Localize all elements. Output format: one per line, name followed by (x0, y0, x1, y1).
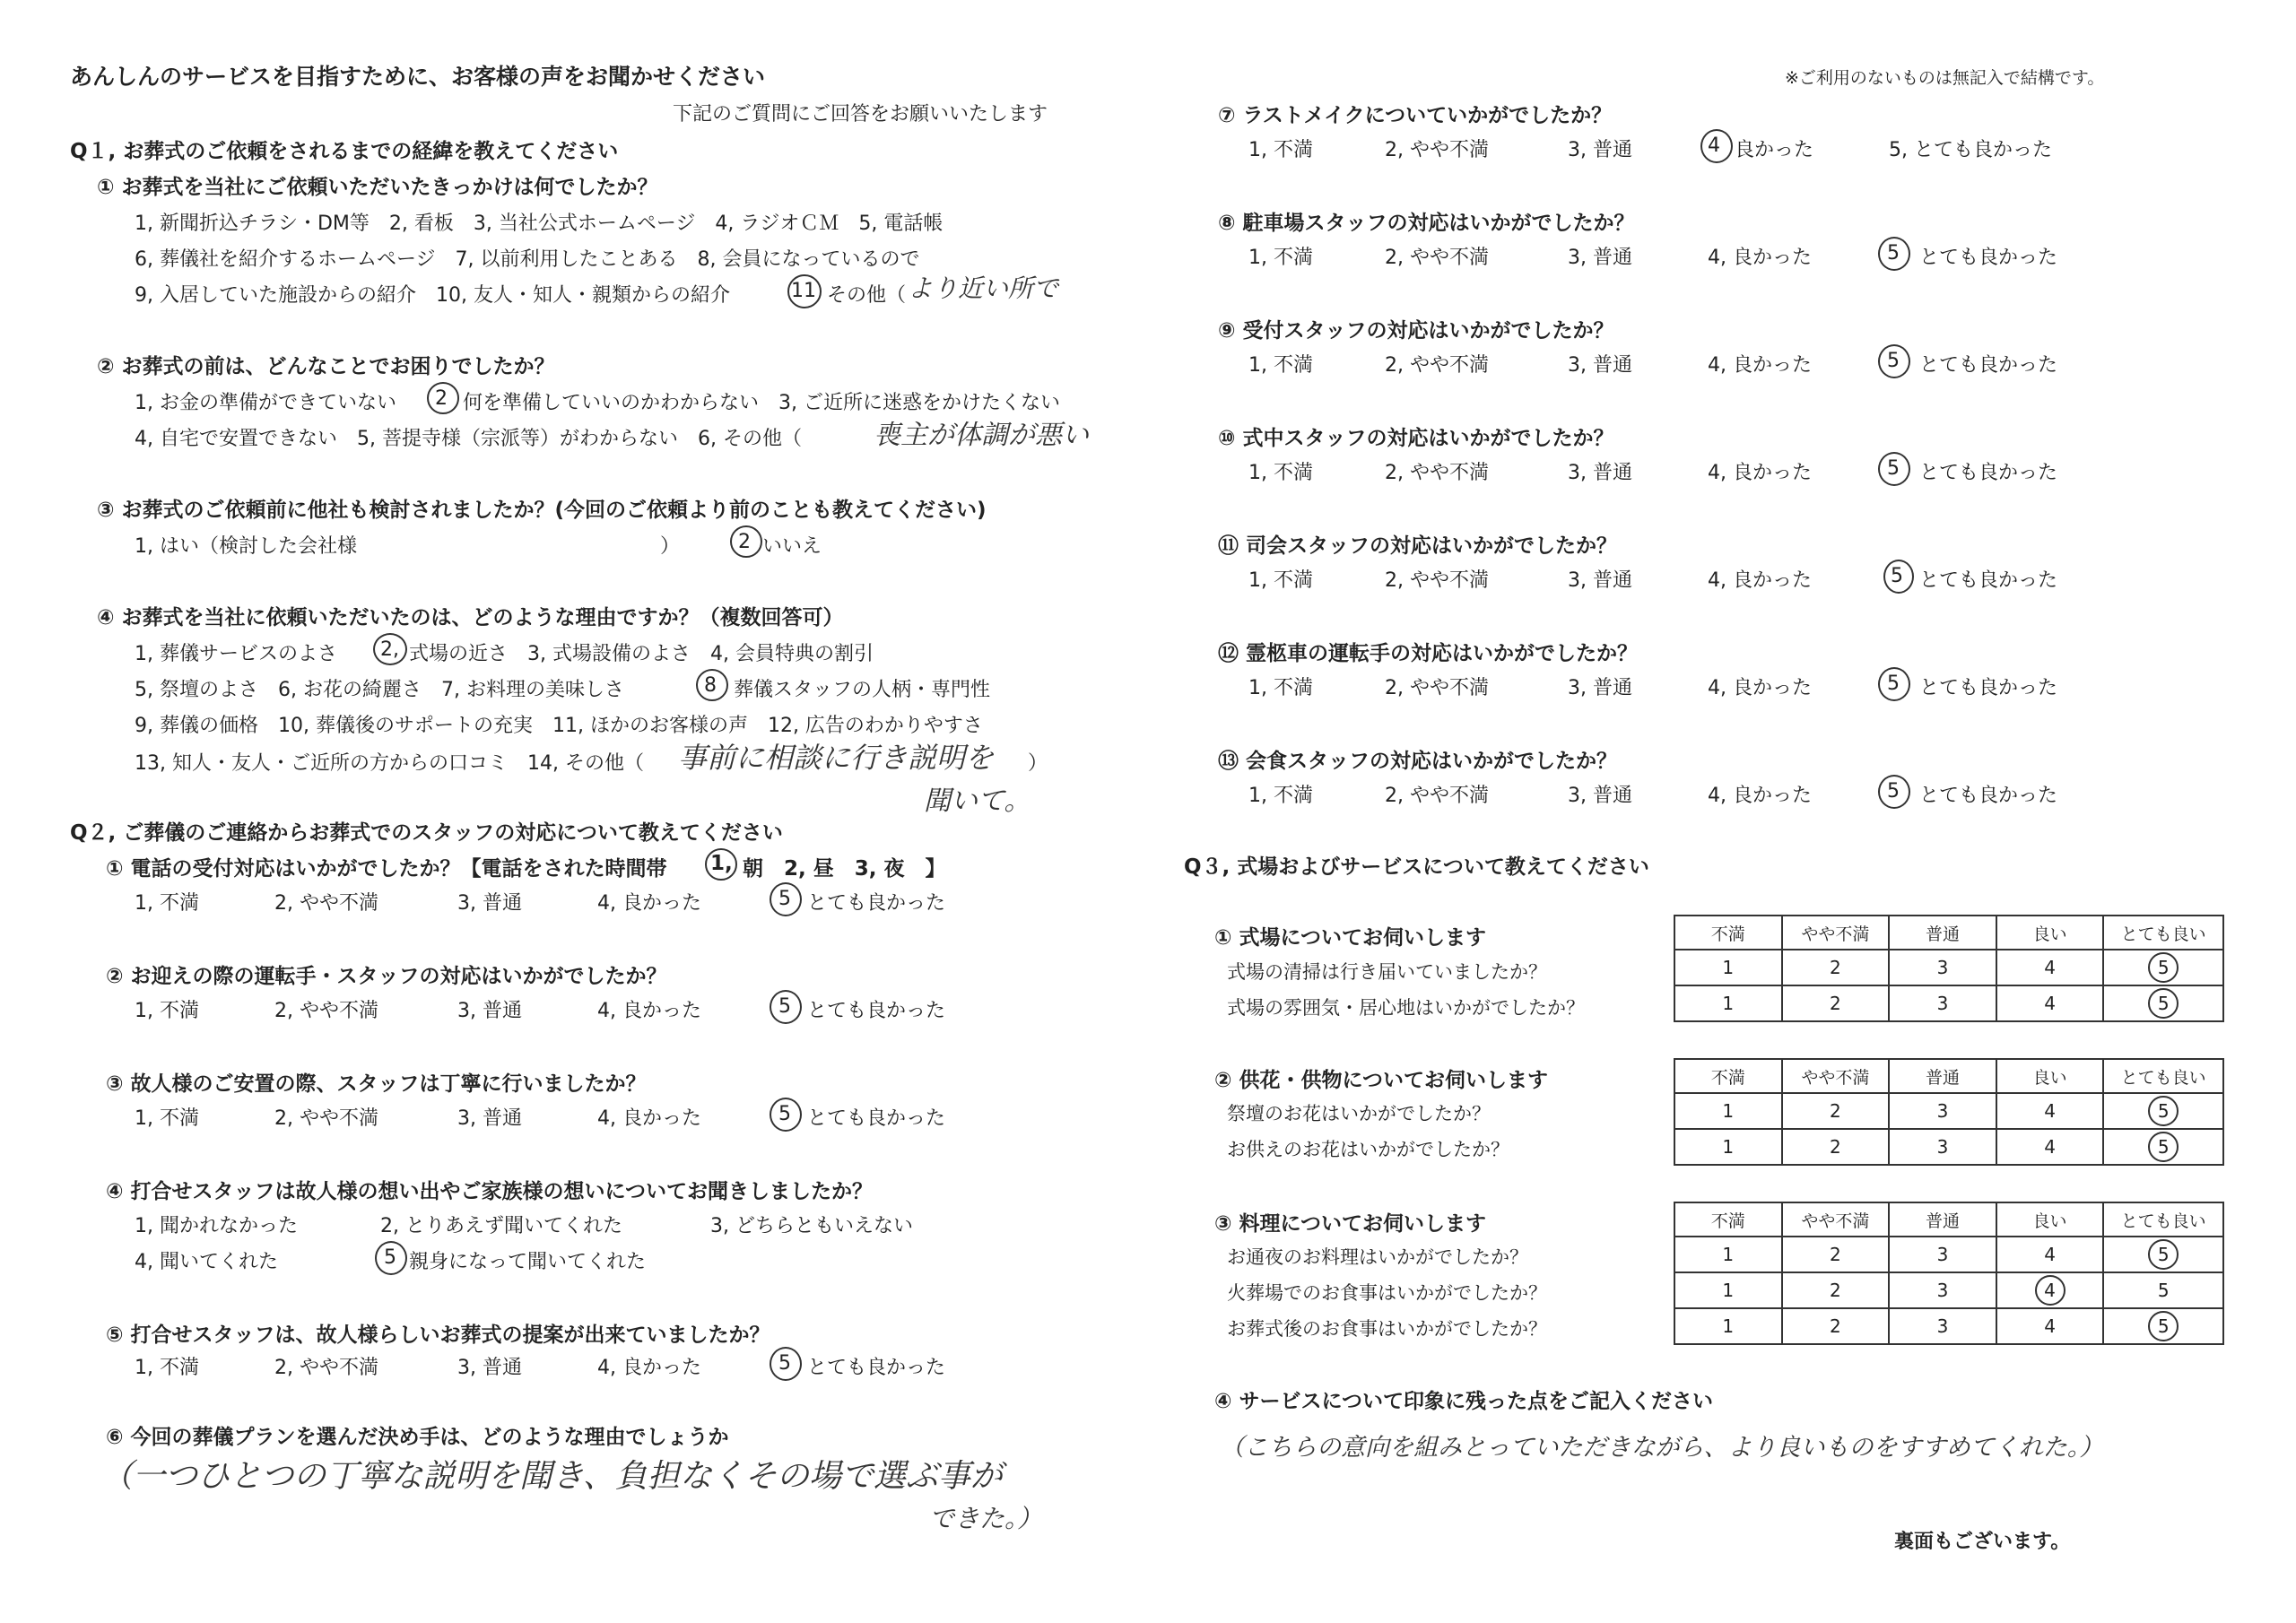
opt-5-num: 5 (1891, 565, 1903, 587)
opt-5-label: とても良かった (807, 1107, 946, 1130)
rating-cell[interactable]: 2 (1782, 950, 1890, 985)
opt-5-num: 5 (778, 1103, 791, 1125)
q1-2-line1a: 1, お金の準備ができていない (135, 392, 396, 414)
opt-2: 2, やや不満 (1385, 139, 1489, 161)
opt-1: 1, 不満 (1248, 247, 1313, 269)
q2-6-handwritten-1: （一つひとつの丁寧な説明を聞き、負担なくその場で選ぶ事が (100, 1458, 1003, 1495)
q2-4-opt5-label: 親身になって聞いてくれた (409, 1251, 647, 1273)
q1-1-question: ① お葬式を当社にご依頼いただいたきっかけは何でしたか？ (97, 176, 658, 199)
q1-4-opt8: 8 (704, 674, 717, 697)
q3-3-row2-label: 火葬場でのお食事はいかがでしたか？ (1227, 1282, 1547, 1304)
opt-4-label: 良かった (1735, 139, 1814, 161)
selection-circle: 5 (2148, 952, 2179, 983)
opt-4: 4, 良かった (1708, 569, 1812, 592)
q1-3-paren: ） (660, 535, 681, 558)
q3-4-question: ④ サービスについて印象に残った点をご記入ください (1214, 1390, 1714, 1413)
rating-cell-selected[interactable] (2103, 1308, 2223, 1344)
rating-cell-selected[interactable] (2103, 950, 2223, 985)
rating-cell[interactable]: 2 (1782, 1237, 1890, 1272)
q2-6-handwritten-2: できた。） (929, 1504, 1043, 1533)
q2-1-time-opt1: 1, (710, 852, 733, 875)
q1-4-question: ④ お葬式を当社に依頼いただいたのは、どのような理由ですか？（複数回答可） (97, 606, 844, 629)
rating-cell[interactable]: 1 (1674, 950, 1782, 985)
q1-4-opt2: 2, (380, 638, 399, 661)
q1-4-line2a: 5, 祭壇のよさ 6, お花の綺麗さ 7, お料理の美味しさ (135, 679, 624, 701)
opt-5-label: とても良かった (807, 1000, 946, 1022)
opt-5-num: 5 (1887, 780, 1900, 803)
opt-5-label: とても良かった (1919, 462, 2058, 484)
rating-cell[interactable]: 1 (1674, 985, 1782, 1021)
q3-2-row2-label: お供えのお花はいかがでしたか？ (1227, 1139, 1509, 1160)
q3-2-heading: ② 供花・供物についてお伺いします (1214, 1069, 1549, 1092)
rating-cell[interactable]: 1 (1674, 1237, 1782, 1272)
q1-4-line1a: 1, 葬儀サービスのよさ (135, 643, 337, 665)
q3-3-row3-label: お葬式後のお食事はいかがでしたか？ (1227, 1318, 1547, 1340)
q2-9-question: ⑨ 受付スタッフの対応はいかがでしたか？ (1218, 319, 1614, 343)
rating-cell[interactable]: 1 (1674, 1308, 1782, 1344)
col-header: 普通 (1889, 1059, 1996, 1093)
rating-cell-selected[interactable] (1996, 1272, 2104, 1308)
opt-3: 3, 普通 (1568, 677, 1632, 699)
opt-5-num: 5 (1887, 457, 1900, 480)
rating-cell[interactable]: 2 (1782, 985, 1890, 1021)
opt-3: 3, 普通 (1568, 354, 1632, 377)
rating-cell[interactable]: 5 (2103, 1272, 2223, 1308)
rating-cell[interactable]: 3 (1889, 1237, 1996, 1272)
opt-4: 4, 良かった (1708, 677, 1812, 699)
rating-cell[interactable]: 4 (1996, 1093, 2104, 1129)
q3-2-rating-table (1674, 1058, 2224, 1166)
rating-cell[interactable]: 2 (1782, 1272, 1890, 1308)
q3-4-handwritten: （こちらの意向を組みとっていただきながら、より良いものをすすめてくれた。） (1220, 1434, 2104, 1462)
col-header: やや不満 (1782, 1059, 1890, 1093)
col-header: やや不満 (1782, 1202, 1890, 1237)
selection-circle: 4 (2035, 1275, 2066, 1306)
rating-cell[interactable]: 2 (1782, 1129, 1890, 1165)
q2-7-question: ⑦ ラストメイクについていかがでしたか？ (1218, 104, 1613, 127)
q1-4-line4: 13, 知人・友人・ご近所の方からの口コミ 14, その他（ (135, 752, 644, 775)
opt-4: 4, 良かった (597, 1000, 701, 1022)
col-header: とても良い (2103, 1202, 2223, 1237)
opt-3: 3, 普通 (457, 1107, 522, 1130)
opt-1: 1, 不満 (1248, 677, 1313, 699)
rating-cell[interactable]: 1 (1674, 1093, 1782, 1129)
col-header: 不満 (1674, 1059, 1782, 1093)
rating-cell[interactable]: 3 (1889, 1093, 1996, 1129)
rating-cell[interactable]: 2 (1782, 1093, 1890, 1129)
q2-1-question: ① 電話の受付対応はいかがでしたか？【電話をされた時間帯 (106, 857, 667, 881)
rating-cell[interactable]: 3 (1889, 1308, 1996, 1344)
q1-2-question: ② お葬式の前は、どんなことでお困りでしたか？ (97, 355, 555, 378)
opt-5-num: 5 (1887, 350, 1900, 372)
col-header: 普通 (1889, 1202, 1996, 1237)
q1-4-handwritten-2: 聞いて。 (924, 785, 1031, 817)
q2-4-opt2: 2, とりあえず聞いてくれた (380, 1215, 622, 1237)
opt-4: 4, 良かった (597, 1357, 701, 1379)
opt-3: 3, 普通 (457, 892, 522, 915)
q2-11-question: ⑪ 司会スタッフの対応はいかがでしたか？ (1218, 534, 1618, 558)
opt-2: 2, やや不満 (1385, 677, 1489, 699)
opt-5-num: 5 (778, 995, 791, 1018)
q2-2-question: ② お迎えの際の運転手・スタッフの対応はいかがでしたか？ (106, 965, 667, 988)
selection-circle: 5 (2148, 1311, 2179, 1341)
q1-1-handwritten: より近い所で (908, 273, 1059, 303)
q3-1-row1-label: 式場の清掃は行き届いていましたか？ (1227, 961, 1547, 983)
opt-1: 1, 不満 (135, 892, 199, 915)
q2-12-question: ⑫ 霊柩車の運転手の対応はいかがでしたか？ (1218, 642, 1639, 665)
note-text: ※ご利用のないものは無記入で結構です。 (1785, 68, 2105, 88)
opt-4: 4, 良かった (1708, 462, 1812, 484)
rating-cell-selected[interactable] (2103, 1237, 2223, 1272)
page-subtitle: 下記のご質問にご回答をお願いいたします (673, 103, 1048, 126)
q1-2-handwritten: 喪主が体調が悪い (874, 420, 1089, 451)
opt-5-num: 5 (1887, 673, 1900, 695)
opt-3: 3, 普通 (1568, 785, 1632, 807)
q1-1-opt11: 11 (791, 280, 816, 302)
q2-5-question: ⑤ 打合せスタッフは、故人様らしいお葬式の提案が出来ていましたか？ (106, 1324, 770, 1347)
selection-circle: 5 (2148, 988, 2179, 1019)
rating-cell[interactable]: 3 (1889, 950, 1996, 985)
q1-4-paren: ） (1028, 752, 1048, 775)
rating-cell[interactable]: 4 (1996, 985, 2104, 1021)
rating-cell[interactable]: 3 (1889, 1129, 1996, 1165)
q2-title: Q２, ご葬儀のご連絡からお葬式でのスタッフの対応について教えてください (70, 821, 783, 845)
q1-4-line3: 9, 葬儀の価格 10, 葬儀後のサポートの充実 11, ほかのお客様の声 12, 広告のわかりやすさ (135, 715, 983, 737)
col-header: 良い (1996, 916, 2104, 950)
opt-2: 2, やや不満 (1385, 354, 1489, 377)
q1-3-yes: 1, はい（検討した会社様 (135, 535, 357, 558)
opt-5-label: とても良かった (807, 892, 946, 915)
opt-2: 2, やや不満 (1385, 569, 1489, 592)
opt-1: 1, 不満 (1248, 354, 1313, 377)
q1-1-line3: 9, 入居していた施設からの紹介 10, 友人・知人・親類からの紹介 (135, 284, 730, 307)
q2-13-question: ⑬ 会食スタッフの対応はいかがでしたか？ (1218, 750, 1618, 773)
rating-cell[interactable]: 1 (1674, 1272, 1782, 1308)
selection-circle: 5 (2148, 1132, 2179, 1162)
opt-1: 1, 不満 (1248, 785, 1313, 807)
opt-4-num: 4 (1708, 135, 1720, 157)
col-header: 普通 (1889, 916, 1996, 950)
q2-4-question: ④ 打合せスタッフは故人様の想い出やご家族様の想いについてお聞きしましたか？ (106, 1180, 874, 1203)
q2-8-question: ⑧ 駐車場スタッフの対応はいかがでしたか？ (1218, 212, 1635, 235)
q1-4-line1c: 式場の近さ 3, 式場設備のよさ 4, 会員特典の割引 (409, 643, 874, 665)
opt-5-num: 5 (1887, 242, 1900, 265)
q1-3-no: いいえ (762, 535, 822, 558)
opt-3: 3, 普通 (457, 1000, 522, 1022)
opt-4: 4, 良かった (597, 892, 701, 915)
opt-4: 4, 良かった (597, 1107, 701, 1130)
opt-1: 1, 不満 (135, 1000, 199, 1022)
rating-cell-selected[interactable] (2103, 985, 2223, 1021)
q1-1-line1: 1, 新聞折込チラシ・DM等 2, 看板 3, 当社公式ホームページ 4, ラジオＣＭ 5, 電話帳 (135, 213, 944, 235)
opt-2: 2, やや不満 (274, 1107, 378, 1130)
q3-1-row2-label: 式場の雰囲気・居心地はいかがでしたか？ (1227, 997, 1585, 1019)
opt-2: 2, やや不満 (274, 892, 378, 915)
col-header: 良い (1996, 1059, 2104, 1093)
q3-1-rating-table (1674, 915, 2224, 1022)
q2-4-opt4: 4, 聞いてくれた (135, 1251, 278, 1273)
opt-5-label: とても良かった (1919, 569, 2058, 592)
col-header: 不満 (1674, 916, 1782, 950)
opt-5: 5, とても良かった (1889, 139, 2052, 161)
q3-3-rating-table (1674, 1202, 2224, 1345)
col-header: 不満 (1674, 1202, 1782, 1237)
q3-2-row1-label: 祭壇のお花はいかがでしたか？ (1227, 1103, 1491, 1124)
q2-4-opt3: 3, どちらともいえない (710, 1215, 913, 1237)
opt-4: 4, 良かった (1708, 247, 1812, 269)
opt-3: 3, 普通 (1568, 139, 1632, 161)
opt-1: 1, 不満 (1248, 569, 1313, 592)
selection-circle: 5 (2148, 1096, 2179, 1126)
q2-6-question: ⑥ 今回の葬儀プランを選んだ決め手は、どのような理由でしょうか (106, 1426, 729, 1449)
q2-10-question: ⑩ 式中スタッフの対応はいかがでしたか？ (1218, 427, 1614, 450)
opt-3: 3, 普通 (1568, 247, 1632, 269)
q1-2-line2: 4, 自宅で安置できない 5, 菩提寺様（宗派等）がわからない 6, その他（ (135, 428, 802, 450)
q1-3-opt2: 2 (738, 531, 751, 553)
q2-4-opt5-num: 5 (384, 1246, 396, 1269)
q1-3-question: ③ お葬式のご依頼前に他社も検討されましたか？(今回のご依頼より前のことも教えてください) (97, 499, 987, 522)
q1-1-line2: 6, 葬儀社を紹介するホームページ 7, 以前利用したことある 8, 会員になっているので (135, 248, 920, 271)
opt-5-label: とても良かった (807, 1357, 946, 1379)
opt-5-label: とても良かった (1919, 677, 2058, 699)
q2-1-time-rest: 朝 2, 昼 3, 夜 】 (743, 857, 946, 881)
q2-3-question: ③ 故人様のご安置の際、スタッフは丁寧に行いましたか？ (106, 1072, 647, 1096)
rating-cell[interactable]: 1 (1674, 1129, 1782, 1165)
q3-title: Q３, 式場およびサービスについて教えてください (1184, 855, 1649, 879)
rating-cell[interactable]: 4 (1996, 1308, 2104, 1344)
rating-cell[interactable]: 4 (1996, 1129, 2104, 1165)
opt-2: 2, やや不満 (274, 1000, 378, 1022)
opt-1: 1, 不満 (135, 1357, 199, 1379)
opt-5-label: とても良かった (1919, 354, 2058, 377)
opt-2: 2, やや不満 (1385, 247, 1489, 269)
selection-circle: 5 (2148, 1239, 2179, 1270)
q1-2-opt2: 2 (435, 387, 448, 410)
opt-5-label: とても良かった (1919, 785, 2058, 807)
q3-3-heading: ③ 料理についてお伺いします (1214, 1212, 1487, 1236)
opt-5-label: とても良かった (1919, 247, 2058, 269)
q1-2-line1c: 何を準備していいのかわからない 3, ご近所に迷惑をかけたくない (463, 392, 1060, 414)
q2-4-opt1: 1, 聞かれなかった (135, 1215, 298, 1237)
rating-cell-selected[interactable] (2103, 1129, 2223, 1165)
col-header: とても良い (2103, 916, 2223, 950)
q1-1-other-label: その他（ (827, 284, 907, 307)
col-header: 良い (1996, 1202, 2104, 1237)
col-header: やや不満 (1782, 916, 1890, 950)
opt-2: 2, やや不満 (1385, 462, 1489, 484)
opt-5-num: 5 (778, 1352, 791, 1375)
rating-cell[interactable]: 3 (1889, 1272, 1996, 1308)
opt-5-num: 5 (778, 888, 791, 910)
opt-1: 1, 不満 (1248, 462, 1313, 484)
opt-1: 1, 不満 (135, 1107, 199, 1130)
footer-note: 裏面もございます。 (1894, 1531, 2071, 1553)
q1-4-line2c: 葬儀スタッフの人柄・専門性 (734, 679, 991, 701)
rating-cell[interactable]: 2 (1782, 1308, 1890, 1344)
q3-3-row1-label: お通夜のお料理はいかがでしたか？ (1227, 1246, 1528, 1268)
opt-4: 4, 良かった (1708, 785, 1812, 807)
opt-2: 2, やや不満 (1385, 785, 1489, 807)
page-title: あんしんのサービスを目指すために、お客様の声をお聞かせください (70, 64, 766, 90)
opt-3: 3, 普通 (1568, 569, 1632, 592)
col-header: とても良い (2103, 1059, 2223, 1093)
rating-cell-selected[interactable] (2103, 1093, 2223, 1129)
q1-title: Q１, お葬式のご依頼をされるまでの経緯を教えてください (70, 140, 619, 163)
opt-4: 4, 良かった (1708, 354, 1812, 377)
opt-1: 1, 不満 (1248, 139, 1313, 161)
rating-cell[interactable]: 4 (1996, 1237, 2104, 1272)
q1-4-handwritten-1: 事前に相談に行き説明を (678, 741, 995, 775)
opt-2: 2, やや不満 (274, 1357, 378, 1379)
rating-cell[interactable]: 3 (1889, 985, 1996, 1021)
opt-3: 3, 普通 (1568, 462, 1632, 484)
opt-3: 3, 普通 (457, 1357, 522, 1379)
q3-1-heading: ① 式場についてお伺いします (1214, 926, 1487, 950)
rating-cell[interactable]: 4 (1996, 950, 2104, 985)
